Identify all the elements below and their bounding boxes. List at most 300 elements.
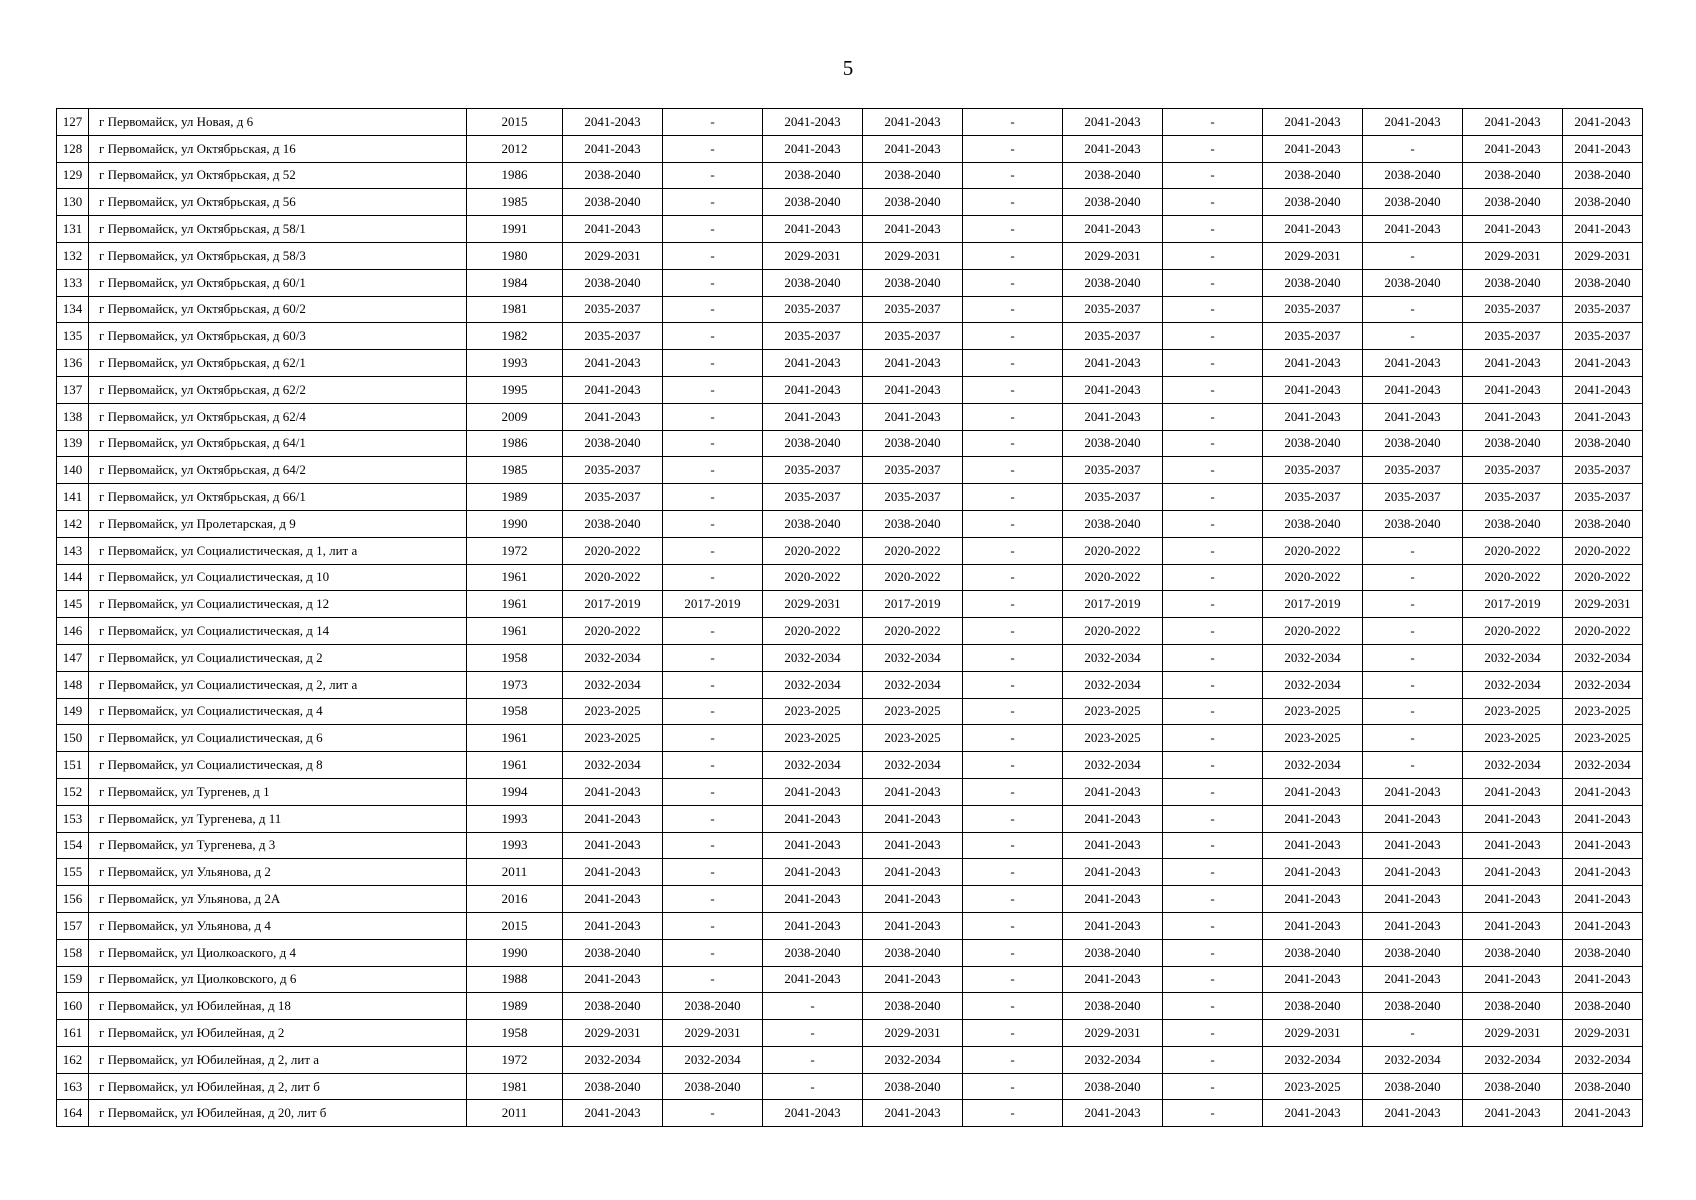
page-number: 5	[842, 56, 854, 80]
cell-period-8: 2020-2022	[1263, 618, 1363, 645]
cell-period-11: 2041-2043	[1563, 1100, 1643, 1127]
cell-period-10: 2041-2043	[1463, 1100, 1563, 1127]
table-row	[57, 403, 1643, 430]
cell-address: г Первомайск, ул Социалистическая, д 8	[89, 752, 467, 779]
cell-period-3: 2029-2031	[763, 591, 863, 618]
cell-period-1: 2041-2043	[563, 886, 663, 913]
cell-period-7: -	[1163, 644, 1263, 671]
cell-period-4: 2035-2037	[863, 323, 963, 350]
cell-period-8: 2032-2034	[1263, 671, 1363, 698]
cell-period-7: -	[1163, 430, 1263, 457]
cell-period-9: 2035-2037	[1363, 484, 1463, 511]
cell-period-4: 2020-2022	[863, 564, 963, 591]
cell-period-3: 2041-2043	[763, 135, 863, 162]
table-row	[57, 939, 1643, 966]
cell-address: г Первомайск, ул Тургенев, д 1	[89, 778, 467, 805]
table-row	[57, 859, 1643, 886]
cell-address: г Первомайск, ул Социалистическая, д 10	[89, 564, 467, 591]
cell-period-9: 2038-2040	[1363, 510, 1463, 537]
cell-period-10: 2041-2043	[1463, 778, 1563, 805]
table-row	[57, 189, 1643, 216]
cell-period-11: 2041-2043	[1563, 805, 1643, 832]
cell-period-4: 2023-2025	[863, 725, 963, 752]
cell-period-1: 2041-2043	[563, 376, 663, 403]
cell-address: г Первомайск, ул Пролетарская, д 9	[89, 510, 467, 537]
cell-period-3: 2041-2043	[763, 886, 863, 913]
cell-period-8: 2041-2043	[1263, 350, 1363, 377]
cell-period-8: 2038-2040	[1263, 510, 1363, 537]
cell-period-1: 2035-2037	[563, 323, 663, 350]
cell-period-5: -	[963, 403, 1063, 430]
table-row	[57, 242, 1643, 269]
cell-period-4: 2041-2043	[863, 912, 963, 939]
table-row	[57, 1046, 1643, 1073]
cell-period-5: -	[963, 618, 1063, 645]
cell-period-11: 2041-2043	[1563, 886, 1643, 913]
cell-period-3: 2041-2043	[763, 216, 863, 243]
cell-period-10: 2038-2040	[1463, 269, 1563, 296]
cell-period-7: -	[1163, 564, 1263, 591]
cell-period-11: 2038-2040	[1563, 510, 1643, 537]
table-row	[57, 216, 1643, 243]
cell-period-3: 2032-2034	[763, 671, 863, 698]
table-row	[57, 296, 1643, 323]
cell-row-number: 152	[57, 778, 89, 805]
cell-period-7: -	[1163, 537, 1263, 564]
cell-period-1: 2038-2040	[563, 993, 663, 1020]
cell-address: г Первомайск, ул Социалистическая, д 4	[89, 698, 467, 725]
cell-period-9: 2041-2043	[1363, 886, 1463, 913]
cell-period-7: -	[1163, 269, 1263, 296]
cell-period-8: 2038-2040	[1263, 939, 1363, 966]
cell-period-9: 2041-2043	[1363, 912, 1463, 939]
cell-period-8: 2041-2043	[1263, 376, 1363, 403]
cell-period-7: -	[1163, 216, 1263, 243]
cell-year-built: 1958	[467, 698, 563, 725]
cell-address: г Первомайск, ул Октябрьская, д 60/1	[89, 269, 467, 296]
cell-period-2: -	[663, 886, 763, 913]
cell-period-5: -	[963, 350, 1063, 377]
cell-period-6: 2038-2040	[1063, 189, 1163, 216]
cell-period-6: 2041-2043	[1063, 805, 1163, 832]
cell-period-5: -	[963, 296, 1063, 323]
cell-period-9: -	[1363, 135, 1463, 162]
cell-year-built: 1982	[467, 323, 563, 350]
cell-row-number: 150	[57, 725, 89, 752]
cell-period-3: 2035-2037	[763, 484, 863, 511]
table-row	[57, 510, 1643, 537]
cell-period-3: 2041-2043	[763, 350, 863, 377]
cell-period-8: 2041-2043	[1263, 912, 1363, 939]
table-row	[57, 484, 1643, 511]
cell-address: г Первомайск, ул Циолкоаского, д 4	[89, 939, 467, 966]
cell-year-built: 1990	[467, 939, 563, 966]
cell-year-built: 2015	[467, 912, 563, 939]
cell-period-4: 2032-2034	[863, 644, 963, 671]
cell-period-2: -	[663, 805, 763, 832]
cell-period-1: 2038-2040	[563, 269, 663, 296]
cell-period-8: 2041-2043	[1263, 832, 1363, 859]
cell-period-2: -	[663, 912, 763, 939]
cell-period-2: -	[663, 430, 763, 457]
cell-period-7: -	[1163, 510, 1263, 537]
cell-year-built: 2012	[467, 135, 563, 162]
cell-period-3: -	[763, 1046, 863, 1073]
cell-period-3: 2038-2040	[763, 510, 863, 537]
cell-address: г Первомайск, ул Циолковского, д 6	[89, 966, 467, 993]
cell-address: г Первомайск, ул Октябрьская, д 62/4	[89, 403, 467, 430]
cell-period-9: 2041-2043	[1363, 805, 1463, 832]
cell-row-number: 130	[57, 189, 89, 216]
cell-row-number: 135	[57, 323, 89, 350]
cell-period-1: 2032-2034	[563, 671, 663, 698]
cell-period-10: 2038-2040	[1463, 993, 1563, 1020]
cell-period-7: -	[1163, 1046, 1263, 1073]
cell-row-number: 138	[57, 403, 89, 430]
cell-period-4: 2038-2040	[863, 189, 963, 216]
cell-year-built: 1958	[467, 1020, 563, 1047]
cell-period-2: -	[663, 939, 763, 966]
cell-address: г Первомайск, ул Октябрьская, д 62/1	[89, 350, 467, 377]
cell-period-10: 2041-2043	[1463, 109, 1563, 136]
cell-period-11: 2041-2043	[1563, 350, 1643, 377]
cell-row-number: 139	[57, 430, 89, 457]
cell-period-3: 2023-2025	[763, 725, 863, 752]
cell-period-9: 2038-2040	[1363, 162, 1463, 189]
cell-period-6: 2032-2034	[1063, 1046, 1163, 1073]
cell-year-built: 1993	[467, 805, 563, 832]
cell-year-built: 2009	[467, 403, 563, 430]
cell-period-10: 2038-2040	[1463, 1073, 1563, 1100]
table-row	[57, 457, 1643, 484]
cell-year-built: 2015	[467, 109, 563, 136]
cell-period-10: 2035-2037	[1463, 457, 1563, 484]
cell-address: г Первомайск, ул Социалистическая, д 12	[89, 591, 467, 618]
table-row	[57, 752, 1643, 779]
cell-period-11: 2038-2040	[1563, 939, 1643, 966]
cell-period-9: 2038-2040	[1363, 1073, 1463, 1100]
cell-period-4: 2041-2043	[863, 403, 963, 430]
cell-period-1: 2041-2043	[563, 859, 663, 886]
cell-address: г Первомайск, ул Новая, д 6	[89, 109, 467, 136]
table-row	[57, 805, 1643, 832]
table-row	[57, 725, 1643, 752]
cell-row-number: 160	[57, 993, 89, 1020]
cell-period-10: 2020-2022	[1463, 564, 1563, 591]
cell-period-5: -	[963, 1100, 1063, 1127]
cell-row-number: 131	[57, 216, 89, 243]
cell-period-11: 2041-2043	[1563, 376, 1643, 403]
cell-address: г Первомайск, ул Социалистическая, д 2, лит а	[89, 671, 467, 698]
cell-period-6: 2041-2043	[1063, 216, 1163, 243]
cell-period-4: 2029-2031	[863, 242, 963, 269]
cell-period-3: 2020-2022	[763, 618, 863, 645]
cell-period-10: 2032-2034	[1463, 1046, 1563, 1073]
cell-period-1: 2023-2025	[563, 725, 663, 752]
cell-period-6: 2041-2043	[1063, 966, 1163, 993]
cell-period-3: 2041-2043	[763, 832, 863, 859]
cell-year-built: 1989	[467, 484, 563, 511]
cell-period-9: 2038-2040	[1363, 189, 1463, 216]
cell-period-9: 2041-2043	[1363, 350, 1463, 377]
cell-period-5: -	[963, 510, 1063, 537]
cell-period-5: -	[963, 725, 1063, 752]
cell-period-2: -	[663, 296, 763, 323]
cell-period-5: -	[963, 778, 1063, 805]
cell-period-5: -	[963, 537, 1063, 564]
cell-period-2: -	[663, 725, 763, 752]
cell-row-number: 143	[57, 537, 89, 564]
cell-period-7: -	[1163, 323, 1263, 350]
cell-period-2: -	[663, 216, 763, 243]
cell-period-11: 2041-2043	[1563, 778, 1643, 805]
cell-period-10: 2029-2031	[1463, 242, 1563, 269]
cell-period-4: 2041-2043	[863, 832, 963, 859]
cell-period-10: 2041-2043	[1463, 859, 1563, 886]
cell-period-1: 2041-2043	[563, 805, 663, 832]
cell-period-6: 2038-2040	[1063, 510, 1163, 537]
cell-period-8: 2041-2043	[1263, 805, 1363, 832]
cell-period-7: -	[1163, 1100, 1263, 1127]
cell-period-11: 2023-2025	[1563, 725, 1643, 752]
cell-period-8: 2032-2034	[1263, 1046, 1363, 1073]
cell-period-7: -	[1163, 778, 1263, 805]
cell-period-5: -	[963, 671, 1063, 698]
cell-period-4: 2032-2034	[863, 752, 963, 779]
cell-year-built: 2011	[467, 1100, 563, 1127]
cell-period-6: 2041-2043	[1063, 778, 1163, 805]
cell-row-number: 155	[57, 859, 89, 886]
cell-row-number: 164	[57, 1100, 89, 1127]
cell-period-5: -	[963, 1046, 1063, 1073]
cell-period-2: -	[663, 162, 763, 189]
cell-period-6: 2038-2040	[1063, 162, 1163, 189]
cell-period-5: -	[963, 644, 1063, 671]
cell-period-9: 2041-2043	[1363, 216, 1463, 243]
cell-period-11: 2023-2025	[1563, 698, 1643, 725]
cell-period-1: 2041-2043	[563, 832, 663, 859]
cell-period-6: 2032-2034	[1063, 644, 1163, 671]
cell-year-built: 1994	[467, 778, 563, 805]
cell-period-1: 2041-2043	[563, 403, 663, 430]
cell-period-10: 2041-2043	[1463, 805, 1563, 832]
cell-year-built: 1980	[467, 242, 563, 269]
cell-address: г Первомайск, ул Социалистическая, д 14	[89, 618, 467, 645]
cell-year-built: 1984	[467, 269, 563, 296]
cell-period-9: -	[1363, 1020, 1463, 1047]
cell-period-4: 2038-2040	[863, 993, 963, 1020]
cell-period-1: 2020-2022	[563, 537, 663, 564]
cell-address: г Первомайск, ул Социалистическая, д 1, лит а	[89, 537, 467, 564]
cell-year-built: 1958	[467, 644, 563, 671]
cell-period-2: -	[663, 269, 763, 296]
cell-period-11: 2020-2022	[1563, 564, 1643, 591]
cell-row-number: 140	[57, 457, 89, 484]
cell-period-6: 2038-2040	[1063, 269, 1163, 296]
cell-row-number: 153	[57, 805, 89, 832]
cell-year-built: 1986	[467, 430, 563, 457]
cell-period-4: 2038-2040	[863, 510, 963, 537]
cell-period-5: -	[963, 216, 1063, 243]
cell-period-7: -	[1163, 671, 1263, 698]
table-row	[57, 1020, 1643, 1047]
cell-period-6: 2041-2043	[1063, 403, 1163, 430]
cell-year-built: 2011	[467, 859, 563, 886]
cell-period-1: 2035-2037	[563, 296, 663, 323]
cell-row-number: 132	[57, 242, 89, 269]
cell-period-8: 2038-2040	[1263, 269, 1363, 296]
cell-period-4: 2038-2040	[863, 1073, 963, 1100]
cell-year-built: 1988	[467, 966, 563, 993]
cell-period-3: 2041-2043	[763, 1100, 863, 1127]
cell-period-6: 2032-2034	[1063, 752, 1163, 779]
cell-year-built: 1961	[467, 752, 563, 779]
cell-address: г Первомайск, ул Октябрьская, д 66/1	[89, 484, 467, 511]
cell-period-8: 2041-2043	[1263, 403, 1363, 430]
cell-period-7: -	[1163, 242, 1263, 269]
cell-address: г Первомайск, ул Социалистическая, д 6	[89, 725, 467, 752]
cell-year-built: 1961	[467, 591, 563, 618]
cell-row-number: 148	[57, 671, 89, 698]
cell-period-4: 2041-2043	[863, 778, 963, 805]
cell-period-11: 2035-2037	[1563, 457, 1643, 484]
cell-period-11: 2038-2040	[1563, 430, 1643, 457]
cell-period-3: 2041-2043	[763, 376, 863, 403]
cell-period-9: -	[1363, 323, 1463, 350]
cell-period-7: -	[1163, 886, 1263, 913]
cell-period-1: 2041-2043	[563, 1100, 663, 1127]
cell-period-2: -	[663, 752, 763, 779]
cell-period-1: 2041-2043	[563, 216, 663, 243]
cell-period-8: 2041-2043	[1263, 778, 1363, 805]
cell-period-9: -	[1363, 698, 1463, 725]
cell-period-5: -	[963, 912, 1063, 939]
cell-period-2: -	[663, 376, 763, 403]
cell-address: г Первомайск, ул Октябрьская, д 64/2	[89, 457, 467, 484]
cell-period-2: -	[663, 109, 763, 136]
cell-period-4: 2041-2043	[863, 859, 963, 886]
cell-period-3: 2038-2040	[763, 162, 863, 189]
cell-year-built: 1961	[467, 725, 563, 752]
cell-period-4: 2041-2043	[863, 886, 963, 913]
cell-period-7: -	[1163, 966, 1263, 993]
table-row	[57, 591, 1643, 618]
cell-period-7: -	[1163, 162, 1263, 189]
table-row	[57, 778, 1643, 805]
cell-period-9: 2041-2043	[1363, 1100, 1463, 1127]
cell-period-11: 2029-2031	[1563, 242, 1643, 269]
cell-period-6: 2041-2043	[1063, 912, 1163, 939]
cell-period-9: 2041-2043	[1363, 832, 1463, 859]
cell-period-10: 2038-2040	[1463, 162, 1563, 189]
cell-period-11: 2038-2040	[1563, 1073, 1643, 1100]
cell-period-10: 2041-2043	[1463, 376, 1563, 403]
cell-address: г Первомайск, ул Социалистическая, д 2	[89, 644, 467, 671]
cell-period-1: 2041-2043	[563, 350, 663, 377]
table-row	[57, 537, 1643, 564]
cell-period-6: 2038-2040	[1063, 993, 1163, 1020]
cell-period-6: 2035-2037	[1063, 457, 1163, 484]
cell-year-built: 1995	[467, 376, 563, 403]
cell-period-5: -	[963, 966, 1063, 993]
cell-period-10: 2023-2025	[1463, 698, 1563, 725]
cell-period-7: -	[1163, 109, 1263, 136]
cell-period-8: 2020-2022	[1263, 537, 1363, 564]
cell-period-1: 2041-2043	[563, 135, 663, 162]
cell-period-7: -	[1163, 752, 1263, 779]
cell-period-11: 2038-2040	[1563, 993, 1643, 1020]
cell-period-7: -	[1163, 457, 1263, 484]
cell-period-7: -	[1163, 376, 1263, 403]
cell-period-5: -	[963, 993, 1063, 1020]
cell-period-1: 2038-2040	[563, 510, 663, 537]
cell-period-9: -	[1363, 618, 1463, 645]
cell-period-5: -	[963, 376, 1063, 403]
cell-period-10: 2017-2019	[1463, 591, 1563, 618]
cell-period-4: 2038-2040	[863, 939, 963, 966]
cell-period-10: 2041-2043	[1463, 886, 1563, 913]
cell-period-8: 2032-2034	[1263, 644, 1363, 671]
cell-period-7: -	[1163, 484, 1263, 511]
cell-period-9: -	[1363, 564, 1463, 591]
cell-period-4: 2041-2043	[863, 805, 963, 832]
cell-year-built: 1986	[467, 162, 563, 189]
cell-period-3: 2032-2034	[763, 644, 863, 671]
cell-period-2: -	[663, 135, 763, 162]
cell-period-7: -	[1163, 993, 1263, 1020]
cell-address: г Первомайск, ул Октябрьская, д 58/1	[89, 216, 467, 243]
cell-period-1: 2041-2043	[563, 966, 663, 993]
cell-period-9: 2041-2043	[1363, 403, 1463, 430]
cell-period-5: -	[963, 752, 1063, 779]
cell-period-2: -	[663, 966, 763, 993]
cell-period-1: 2017-2019	[563, 591, 663, 618]
cell-row-number: 162	[57, 1046, 89, 1073]
cell-period-2: 2032-2034	[663, 1046, 763, 1073]
cell-period-4: 2023-2025	[863, 698, 963, 725]
cell-period-8: 2029-2031	[1263, 242, 1363, 269]
cell-period-10: 2041-2043	[1463, 403, 1563, 430]
cell-address: г Первомайск, ул Октябрьская, д 60/2	[89, 296, 467, 323]
cell-period-2: -	[663, 457, 763, 484]
cell-period-11: 2035-2037	[1563, 323, 1643, 350]
cell-period-11: 2038-2040	[1563, 269, 1643, 296]
table-body	[57, 109, 1643, 1127]
cell-period-6: 2038-2040	[1063, 430, 1163, 457]
cell-period-4: 2038-2040	[863, 269, 963, 296]
cell-period-4: 2041-2043	[863, 109, 963, 136]
cell-row-number: 149	[57, 698, 89, 725]
cell-period-10: 2041-2043	[1463, 832, 1563, 859]
cell-period-8: 2029-2031	[1263, 1020, 1363, 1047]
cell-period-8: 2017-2019	[1263, 591, 1363, 618]
cell-period-1: 2041-2043	[563, 109, 663, 136]
cell-period-11: 2041-2043	[1563, 216, 1643, 243]
cell-row-number: 137	[57, 376, 89, 403]
cell-period-3: 2041-2043	[763, 859, 863, 886]
cell-address: г Первомайск, ул Юбилейная, д 2	[89, 1020, 467, 1047]
cell-period-8: 2041-2043	[1263, 1100, 1363, 1127]
cell-period-10: 2032-2034	[1463, 671, 1563, 698]
cell-period-4: 2035-2037	[863, 457, 963, 484]
cell-period-6: 2017-2019	[1063, 591, 1163, 618]
table-row	[57, 109, 1643, 136]
cell-period-1: 2020-2022	[563, 618, 663, 645]
cell-period-2: -	[663, 618, 763, 645]
cell-row-number: 133	[57, 269, 89, 296]
cell-period-6: 2041-2043	[1063, 109, 1163, 136]
cell-row-number: 163	[57, 1073, 89, 1100]
